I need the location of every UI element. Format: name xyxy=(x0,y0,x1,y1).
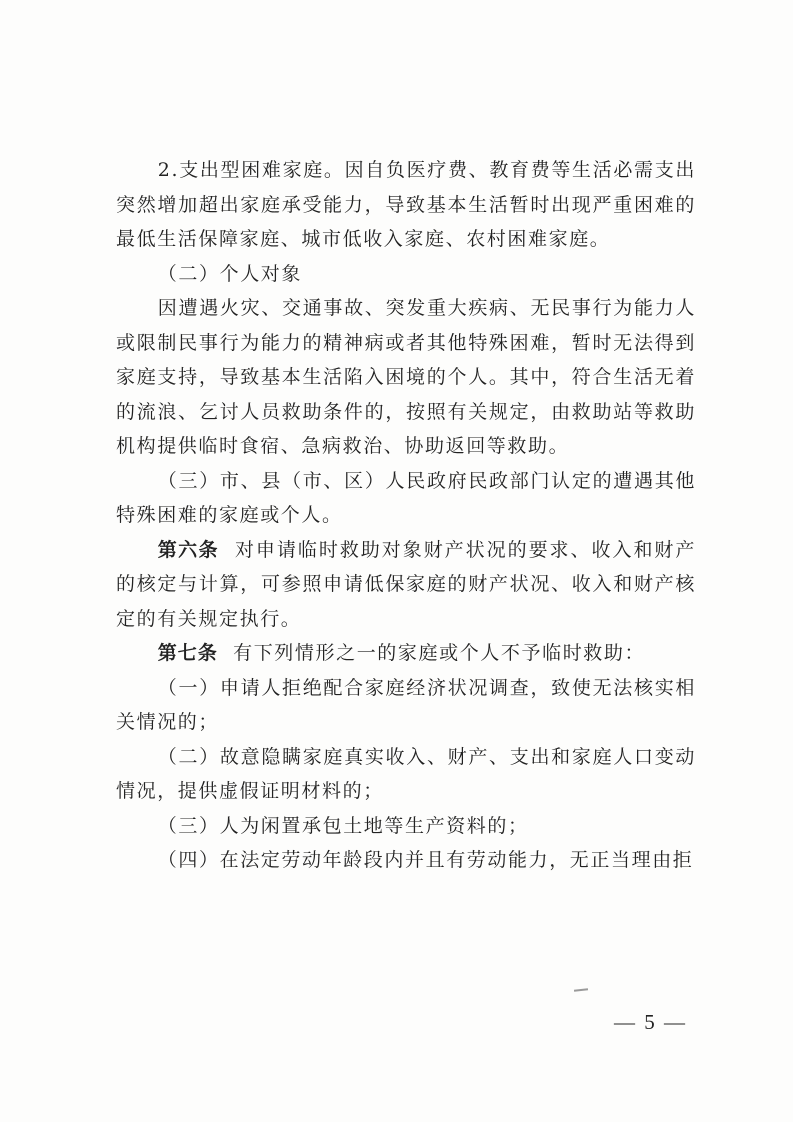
paragraph-text: （二）个人对象 xyxy=(157,262,302,285)
exclusion-item-3 xyxy=(116,809,696,844)
body-text xyxy=(116,153,696,878)
page-number: — 5 — xyxy=(614,1010,687,1034)
paragraph-text: 对申请临时救助对象财产状况的要求、收入和财产的核定与计算，可参照申请低保家庭的财产状况、收入和财产核定的有关规定执行。 xyxy=(116,538,696,630)
paragraph-text: 2.支出型困难家庭。因自负医疗费、教育费等生活必需支出突然增加超出家庭承受能力，导致基本生活暂时出现严重困难的最低生活保障家庭、城市低收入家庭、农村困难家庭。 xyxy=(116,159,696,250)
article-label: 第七条 xyxy=(157,642,218,664)
article-six xyxy=(116,533,696,637)
scan-speck xyxy=(574,988,588,991)
section-heading-individual xyxy=(116,257,696,292)
paragraph-expenditure-type-household xyxy=(116,153,696,257)
paragraph-text: 因遭遇火灾、交通事故、突发重大疾病、无民事行为能力人或限制民事行为能力的精神病或者其他特殊困难，暂时无法得到家庭支持，导致基本生活陷入困境的个人。其中，符合生活无着的流浪、乞讨人员救助条件的，按照有关规定，由救助站等救助机构提供临时食宿、急病救治、协助返回等救助。 xyxy=(116,297,696,457)
paragraph-individual-definition xyxy=(116,291,696,464)
paragraph-text: （三）人为闲置承包土地等生产资料的； xyxy=(157,814,529,837)
paragraph-other-special-difficulty xyxy=(116,464,696,533)
paragraph-text: （四）在法定劳动年龄段内并且有劳动能力，无正当理由拒 xyxy=(157,849,694,871)
paragraph-text: 有下列情形之一的家庭或个人不予临时救助： xyxy=(233,642,646,664)
exclusion-item-2 xyxy=(116,740,696,809)
exclusion-item-1 xyxy=(116,671,696,740)
exclusion-item-4 xyxy=(116,843,696,878)
article-seven xyxy=(116,636,696,671)
paragraph-text: （一）申请人拒绝配合家庭经济状况调查，致使无法核实相关情况的； xyxy=(116,676,696,733)
paragraph-text: （三）市、县（市、区）人民政府民政部门认定的遭遇其他特殊困难的家庭或个人。 xyxy=(116,469,696,526)
paragraph-text: （二）故意隐瞒家庭真实收入、财产、支出和家庭人口变动情况，提供虚假证明材料的； xyxy=(116,745,696,802)
article-label: 第六条 xyxy=(157,538,219,561)
